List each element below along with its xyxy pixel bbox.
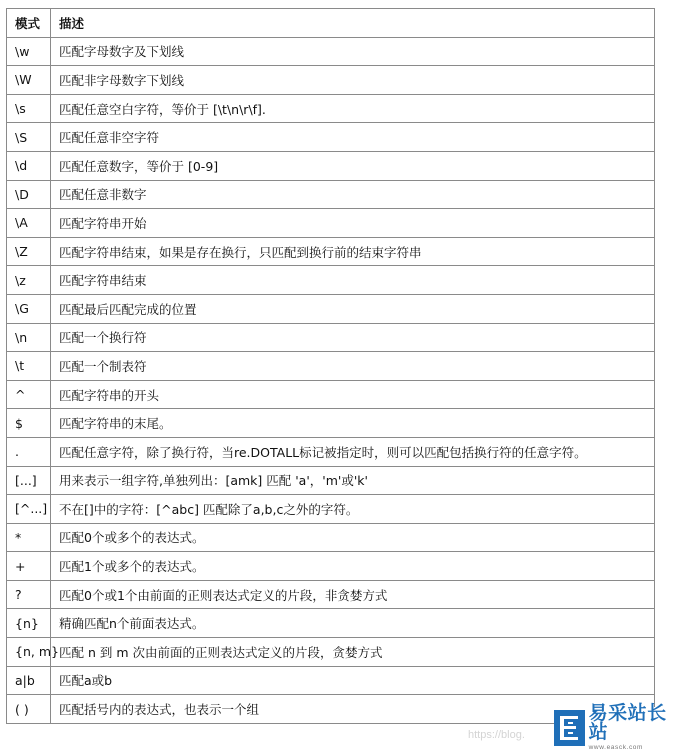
pattern-cell: \D xyxy=(7,180,51,209)
table-row xyxy=(7,151,655,180)
table-row xyxy=(7,552,655,581)
description-cell: 不在[]中的字符：[^abc] 匹配除了a,b,c之外的字符。 xyxy=(51,495,655,524)
pattern-cell: \s xyxy=(7,94,51,123)
description-cell: 匹配非字母数字下划线 xyxy=(51,66,655,95)
description-cell: 匹配任意非空字符 xyxy=(51,123,655,152)
description-cell: 匹配a或b xyxy=(51,666,655,695)
description-cell: 匹配字符串的开头 xyxy=(51,380,655,409)
table-row xyxy=(7,666,655,695)
table-row xyxy=(7,580,655,609)
description-cell: 匹配1个或多个的表达式。 xyxy=(51,552,655,581)
pattern-cell: \w xyxy=(7,37,51,66)
pattern-cell: \G xyxy=(7,294,51,323)
pattern-cell: \W xyxy=(7,66,51,95)
description-cell: 匹配字符串结束，如果是存在换行，只匹配到换行前的结束字符串 xyxy=(51,237,655,266)
description-cell: 用来表示一组字符,单独列出：[amk] 匹配 'a'，'m'或'k' xyxy=(51,466,655,495)
table-row xyxy=(7,523,655,552)
table-row xyxy=(7,66,655,95)
description-cell: 匹配任意空白字符，等价于 [\t\n\r\f]. xyxy=(51,94,655,123)
table-row xyxy=(7,638,655,667)
table-row xyxy=(7,37,655,66)
description-cell: 匹配一个制表符 xyxy=(51,352,655,381)
regex-syntax-table xyxy=(6,8,655,724)
site-watermark xyxy=(554,702,682,752)
pattern-cell: ( ) xyxy=(7,695,51,724)
table-header-row xyxy=(7,9,655,38)
table-body xyxy=(7,37,655,723)
pattern-cell: \d xyxy=(7,151,51,180)
description-cell: 匹配一个换行符 xyxy=(51,323,655,352)
table-row xyxy=(7,609,655,638)
pattern-cell: a|b xyxy=(7,666,51,695)
header-description: 描述 xyxy=(51,9,655,38)
brand-name: 易采站长站 xyxy=(588,702,667,744)
table-row xyxy=(7,180,655,209)
table-row xyxy=(7,437,655,466)
easck-logo-icon xyxy=(554,710,585,746)
pattern-cell: {n} xyxy=(7,609,51,638)
description-cell: 精确匹配n个前面表达式。 xyxy=(51,609,655,638)
table-row xyxy=(7,237,655,266)
table-row xyxy=(7,380,655,409)
pattern-cell: $ xyxy=(7,409,51,438)
pattern-cell: \t xyxy=(7,352,51,381)
description-cell: 匹配括号内的表达式，也表示一个组 xyxy=(51,695,655,724)
table-row xyxy=(7,409,655,438)
description-cell: 匹配任意数字，等价于 [0-9] xyxy=(51,151,655,180)
table-row xyxy=(7,209,655,238)
pattern-cell: \S xyxy=(7,123,51,152)
description-cell: 匹配任意字符，除了换行符，当re.DOTALL标记被指定时，则可以匹配包括换行符的任意字符。 xyxy=(51,437,655,466)
description-cell: 匹配字符串开始 xyxy=(51,209,655,238)
table-row xyxy=(7,352,655,381)
table-row xyxy=(7,294,655,323)
table-row xyxy=(7,94,655,123)
table-row xyxy=(7,466,655,495)
table-row xyxy=(7,266,655,295)
pattern-cell: \n xyxy=(7,323,51,352)
pattern-cell: \z xyxy=(7,266,51,295)
table-row xyxy=(7,495,655,524)
pattern-cell: ^ xyxy=(7,380,51,409)
pattern-cell: \Z xyxy=(7,237,51,266)
pattern-cell: ? xyxy=(7,580,51,609)
description-cell: 匹配字符串结束 xyxy=(51,266,655,295)
pattern-cell: + xyxy=(7,552,51,581)
faint-url-watermark: https://blog. xyxy=(468,729,525,741)
pattern-cell: * xyxy=(7,523,51,552)
pattern-cell: \A xyxy=(7,209,51,238)
description-cell: 匹配字母数字及下划线 xyxy=(51,37,655,66)
pattern-cell: . xyxy=(7,437,51,466)
description-cell: 匹配字符串的末尾。 xyxy=(51,409,655,438)
table-row xyxy=(7,123,655,152)
description-cell: 匹配0个或1个由前面的正则表达式定义的片段，非贪婪方式 xyxy=(51,580,655,609)
brand-url: www.easck.com xyxy=(588,744,644,752)
description-cell: 匹配任意非数字 xyxy=(51,180,655,209)
description-cell: 匹配 n 到 m 次由前面的正则表达式定义的片段，贪婪方式 xyxy=(51,638,655,667)
pattern-cell: [^...] xyxy=(7,495,51,524)
header-pattern: 模式 xyxy=(7,9,51,38)
pattern-cell: {n, m} xyxy=(7,638,51,667)
description-cell: 匹配0个或多个的表达式。 xyxy=(51,523,655,552)
table-row xyxy=(7,323,655,352)
pattern-cell: [...] xyxy=(7,466,51,495)
description-cell: 匹配最后匹配完成的位置 xyxy=(51,294,655,323)
